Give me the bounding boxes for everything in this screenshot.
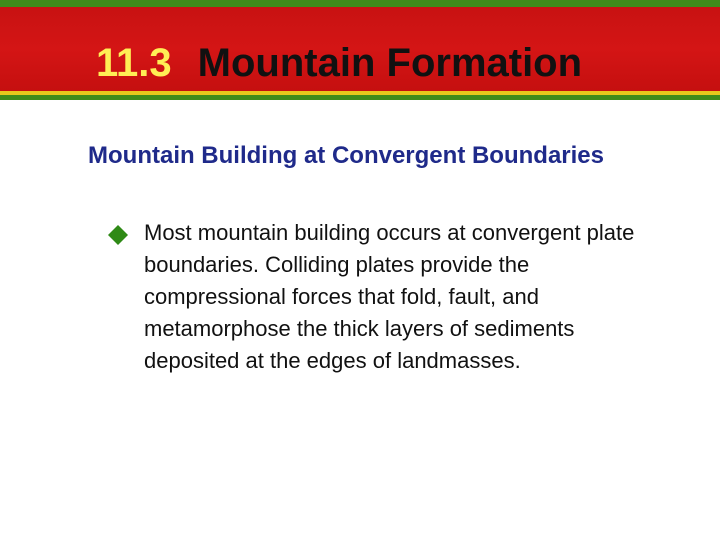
title-text: Mountain Formation: [197, 41, 583, 85]
slide-title: [96, 39, 582, 87]
section-number: 11.3: [96, 41, 172, 85]
diamond-bullet-icon: [108, 225, 128, 245]
bullet-text: Most mountain building occurs at convergent plate boundaries. Colliding plates provide the compressional forces that fold, fault, and metamorphose the thick layers of sediments deposited at the edges of landmasses.: [144, 220, 635, 373]
title-stripe-green: [0, 95, 720, 100]
bullet-item: [108, 217, 688, 377]
top-accent-line: [0, 0, 720, 7]
slide-heading: Mountain Building at Convergent Boundaries: [88, 142, 604, 169]
